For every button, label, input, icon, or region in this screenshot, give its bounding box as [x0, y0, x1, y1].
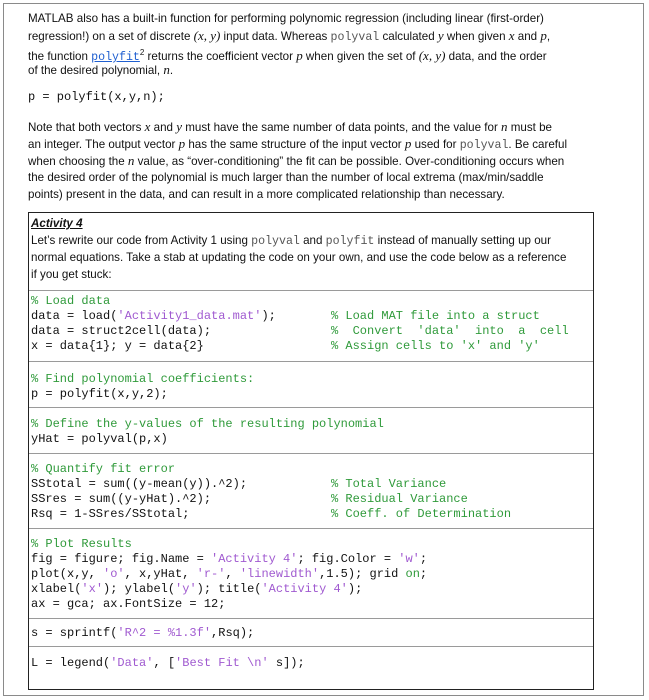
separator	[29, 528, 593, 529]
intro-line-4: of the desired polynomial, n.	[28, 62, 174, 77]
code-line-sstotal: SStotal = sum((y-mean(y)).^2);	[31, 477, 248, 491]
code-line-polyfit: p = polyfit(x,y,2);	[31, 387, 168, 401]
code-comment-convert: % Convert 'data' into a cell	[331, 324, 569, 338]
polyfit-code-line: p = polyfit(x,y,n);	[28, 90, 165, 104]
code-line-figure: fig = figure; fig.Name = 'Activity 4'; fig.Color = 'w';	[31, 552, 428, 566]
code-line-load: data = load('Activity1_data.mat');	[31, 309, 276, 323]
code-line-labels: xlabel('x'); ylabel('y'); title('Activity 4');	[31, 582, 363, 596]
code-line-struct2cell: data = struct2cell(data);	[31, 324, 212, 338]
separator	[29, 407, 593, 408]
note-line-1: Note that both vectors x and y must have the same number of data points, and the value for n must be	[28, 119, 552, 134]
separator	[29, 361, 593, 362]
code-comment-quantify: % Quantify fit error	[31, 462, 176, 476]
separator	[29, 290, 593, 291]
code-comment-total-variance: % Total Variance	[331, 477, 447, 491]
code-comment-define: % Define the y-values of the resulting polynomial	[31, 417, 384, 431]
code-comment-plot: % Plot Results	[31, 537, 132, 551]
code-comment-load-mat: % Load MAT file into a struct	[331, 309, 540, 323]
note-line-2: an integer. The output vector p has the same structure of the input vector p used for polyval. Be careful	[28, 136, 568, 152]
activity-desc-3: if you get stuck:	[31, 268, 112, 281]
activity-desc-2: normal equations. Take a stab at updating the code on your own, and use the code below as a reference	[31, 251, 567, 264]
polyfit-footnote-link[interactable]: polyfit	[91, 50, 140, 64]
code-line-sprintf: s = sprintf('R^2 = %1.3f',Rsq);	[31, 626, 255, 640]
code-line-legend: L = legend('Data', ['Best Fit \n' s]);	[31, 656, 305, 670]
note-line-3: when choosing the n value, as “over-conditioning” the fit can be possible. Over-conditioning occurs when	[28, 153, 565, 168]
code-comment-coeff: % Coeff. of Determination	[331, 507, 512, 521]
code-comment-load: % Load data	[31, 294, 111, 308]
code-line-axes: ax = gca; ax.FontSize = 12;	[31, 597, 226, 611]
code-comment-assign: % Assign cells to 'x' and 'y'	[331, 339, 540, 353]
code-comment-find: % Find polynomial coefficients:	[31, 372, 255, 386]
intro-line-2: regression!) on a set of discrete (x, y) input data. Whereas polyval calculated y when given x and p,	[28, 28, 551, 44]
intro-line-1: MATLAB also has a built-in function for performing polynomic regression (including linear (first-order)	[28, 12, 544, 25]
activity-title: Activity 4	[31, 217, 83, 230]
code-line-ssres: SSres = sum((y-yHat).^2);	[31, 492, 212, 506]
separator	[29, 646, 593, 647]
code-line-polyval: yHat = polyval(p,x)	[31, 432, 168, 446]
note-line-5: points) present in the data, and can result in a more complicated relationship than necessary.	[28, 188, 505, 201]
code-line-plot: plot(x,y, 'o', x,yHat, 'r-', 'linewidth',1.5); grid on;	[31, 567, 428, 581]
note-line-4: the desired order of the polynomial is much larger than the number of local extrema (max/min/saddle	[28, 171, 544, 184]
code-line-assign: x = data{1}; y = data{2}	[31, 339, 204, 353]
code-comment-residual-variance: % Residual Variance	[331, 492, 468, 506]
code-line-rsq: Rsq = 1-SSres/SStotal;	[31, 507, 190, 521]
separator	[29, 618, 593, 619]
separator	[29, 453, 593, 454]
intro-line-3: the function polyfit$^2$ returns the coefficient vector p when given the set of (x, y) data, and the order	[28, 47, 547, 64]
activity-desc-1: Let’s rewrite our code from Activity 1 using polyval and polyfit instead of manually setting up our	[31, 234, 551, 248]
